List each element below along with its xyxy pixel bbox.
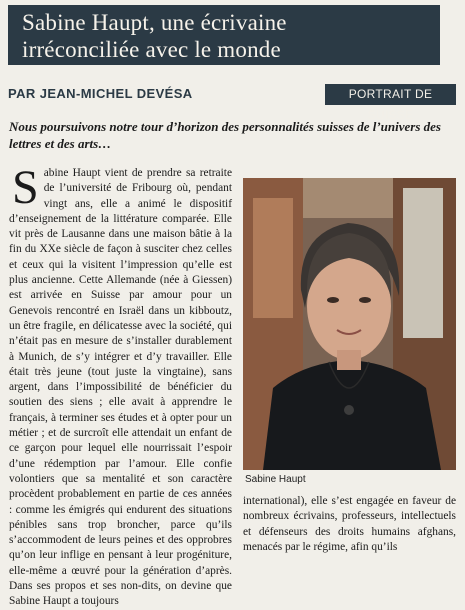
portrait-photo — [243, 178, 456, 470]
article-text-right: international), elle s’est engagée en faveur de nombreux écrivains, professeurs, intellectuels et défenseurs des droits humains afghans, menacés par le régime, afin qu’ils — [243, 495, 456, 553]
byline: PAR JEAN-MICHEL DEVÉSA — [8, 86, 193, 101]
article-text-left: abine Haupt vient de prendre sa retraite de l’université de Fribourg où, pendant vingt ans, elle a animé le dispositif d’enseignement de la littérature comparée. Elle vit près de Lausanne dans une maison bâtie à la fin du XXe siècle de façon à susciter chez celles et ceux qui la visitent l’impression qu’elle est plus ancienne. Cette Allemande (née à Giessen) est arrivée en Suisse par amour pour un Genevois rencontré en Israël dans un kibboutz, un être fragile, en délicatesse avec la société, qui n’était pas en mesure de s’installer durablement à Munich, de s’y intégrer et d’y travailler. Elle était très jeune (tout juste la vingtaine), sans argent, dans l’impossibilité de bénéficier du soutien des siens ; elle avait à apprendre le français, à terminer ses études et à opter pour un métier ; et de surcroît elle attendait un enfant de ce garçon pour lequel elle nourrissait l’espoir d’une rédemption par l’amour. Elle confie volontiers que sa mentalité et son caractère procèdent probablement en partie de ces années : comme les émigrés qui endurent des situations pénibles sans trop broncher, parce qu’ils s’accommodent de leurs peines et des opprobres qu’on leur inflige en pensant à leur progéniture, elle-même a œuvré pour la génération d’après. Dans ses propos et ses non-dits, on devine que Sabine Haupt a toujours — [9, 167, 232, 608]
headline-banner — [8, 5, 440, 65]
article-paragraph — [9, 161, 232, 610]
portrait-illustration — [243, 178, 456, 470]
section-tag: PORTRAIT DE SUISSE — [325, 84, 456, 105]
standfirst: Nous poursuivons notre tour d’horizon des personnalités suisses de l’univers des lettres et des arts… — [9, 119, 441, 151]
headline-line-1: Sabine Haupt, une écrivaine — [22, 10, 287, 35]
photo-caption: Sabine Haupt — [245, 474, 306, 485]
drop-cap: S — [12, 161, 39, 214]
article-column-left — [9, 161, 232, 608]
headline-line-2: irréconciliée avec le monde — [22, 37, 281, 62]
article-column-right — [243, 494, 456, 553]
